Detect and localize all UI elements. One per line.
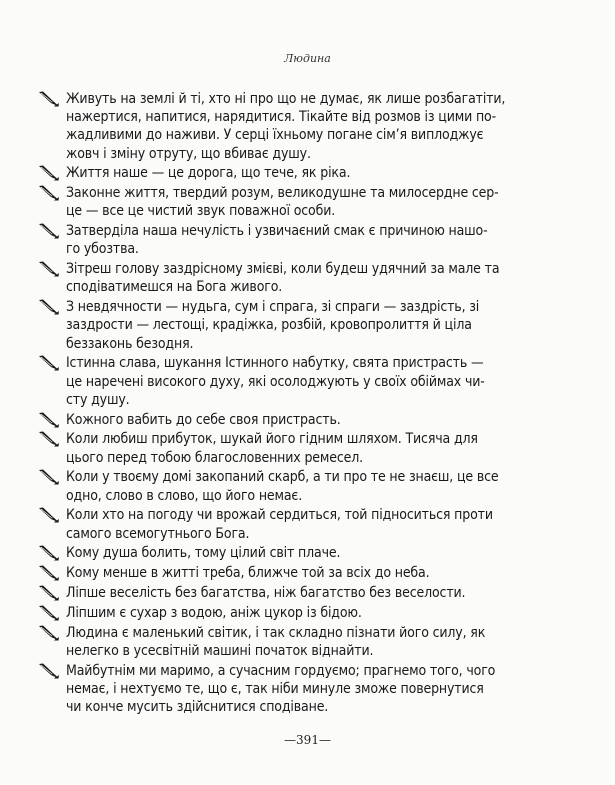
aphorism-line: заздрости — лестощі, крадіжка, розбій, кровопролиття й ціла — [66, 317, 472, 334]
aphorism-line: Майбутнім ми маримо, а сучасним гордуємо; прагнемо того, чого — [66, 662, 496, 679]
aphorism-line: Живуть на землі й ті, хто ні про що не думає, як лише розбагатіти, — [66, 91, 506, 107]
quill-pen-icon — [38, 605, 60, 621]
aphorism-item — [38, 260, 586, 296]
aphorism-line: жовч і зміну отруту, що вбиває душу. — [66, 145, 311, 162]
quill-pen-icon — [38, 585, 60, 601]
aphorism-item — [38, 506, 586, 542]
aphorism-item — [38, 164, 586, 182]
running-head: Людина — [284, 52, 331, 65]
aphorism-item — [38, 430, 586, 466]
aphorism-line: жадливими до наживи. У серці їхньому погане сім’я виплоджує — [66, 127, 484, 144]
aphorism-line: сту душу. — [66, 391, 130, 408]
quill-pen-icon — [38, 431, 60, 447]
quill-pen-icon — [38, 261, 60, 277]
aphorism-list — [38, 90, 586, 718]
quill-pen-icon — [38, 355, 60, 371]
aphorism-line: одно, слово в слово, що його немає. — [66, 487, 303, 504]
aphorism-item — [38, 624, 586, 660]
aphorism-line: цього перед тобою благословенних ремесел. — [66, 449, 363, 466]
quill-pen-icon — [38, 469, 60, 485]
aphorism-item — [38, 564, 586, 582]
quill-pen-icon — [38, 545, 60, 561]
aphorism-line: Кожного вабить до себе своя пристрасть. — [66, 411, 341, 428]
quill-pen-icon — [38, 299, 60, 315]
quill-pen-icon — [38, 185, 60, 201]
aphorism-line: З невдячности — нудьга, сум і спрага, зі спраги — заздрість, зі — [66, 299, 480, 316]
aphorism-item — [38, 584, 586, 602]
aphorism-item — [38, 184, 586, 220]
aphorism-line: Людина є маленький світик, і так складно пізнати його силу, як — [66, 624, 486, 641]
aphorism-line: самого всемогутнього Бога. — [66, 525, 250, 542]
quill-pen-icon — [38, 223, 60, 239]
aphorism-item — [38, 662, 586, 717]
aphorism-line: Істинна слава, шукання Істинного набутку, свята пристрасть — — [66, 355, 484, 372]
aphorism-item — [38, 544, 586, 562]
aphorism-line: нелегко в усесвітній машині початок віднайти. — [66, 642, 374, 659]
aphorism-line: Зітреш голову заздрісному змієві, коли будеш удячний за мале та — [66, 261, 500, 278]
aphorism-line: це — все це чистий звук поважної особи. — [66, 203, 336, 220]
quill-pen-icon — [38, 91, 60, 107]
aphorism-item — [38, 354, 586, 409]
aphorism-item — [38, 222, 586, 258]
aphorism-item — [38, 468, 586, 504]
aphorism-item — [38, 90, 586, 163]
aphorism-line: Кому менше в житті треба, ближче той за всіх до неба. — [66, 565, 430, 582]
aphorism-line: нажертися, напитися, нарядитися. Тікайте від розмов із цими по- — [66, 109, 497, 126]
aphorism-line: Ліпше веселість без багатства, ніж багатство без веселости. — [66, 585, 466, 601]
quill-pen-icon — [38, 565, 60, 581]
aphorism-line: це наречені високого духу, які осолоджують у своїх обіймах чи- — [66, 373, 485, 390]
aphorism-line: сподіватимешся на Бога живого. — [66, 279, 283, 296]
aphorism-line: Життя наше — це дорога, що тече, як ріка. — [66, 165, 351, 182]
quill-pen-icon — [38, 165, 60, 181]
quill-pen-icon — [38, 663, 60, 679]
aphorism-item — [38, 604, 586, 622]
aphorism-line: немає, і нехтуємо те, що є, так ніби минуле зможе повернутися — [66, 680, 484, 697]
aphorism-line: беззаконь безодня. — [66, 335, 194, 352]
aphorism-item — [38, 411, 586, 429]
aphorism-line: чи конче мусить здійснитися сподіване. — [66, 699, 329, 715]
aphorism-line: Коли любиш прибуток, шукай його гідним шляхом. Тисяча для — [66, 431, 478, 448]
quill-pen-icon — [38, 507, 60, 523]
aphorism-line: Затверділа наша нечулість і узвичаєний смак є причиною нашо- — [66, 223, 488, 240]
aphorism-item — [38, 298, 586, 353]
aphorism-line: Кому душа болить, тому цілий світ плаче. — [66, 545, 341, 562]
page-number: —391— — [284, 733, 331, 747]
aphorism-line: Ліпшим є сухар з водою, аніж цукор із бідою. — [66, 604, 362, 621]
aphorism-line: Коли у твоєму домі закопаний скарб, а ти про те не знаєш, це все — [66, 469, 499, 486]
quill-pen-icon — [38, 625, 60, 641]
quill-pen-icon — [38, 412, 60, 428]
aphorism-line: го убозтва. — [66, 241, 139, 258]
aphorism-line: Законне життя, твердий розум, великодушне та милосердне сер- — [66, 185, 499, 202]
aphorism-line: Коли хто на погоду чи врожай сердиться, той підноситься проти — [66, 507, 493, 524]
